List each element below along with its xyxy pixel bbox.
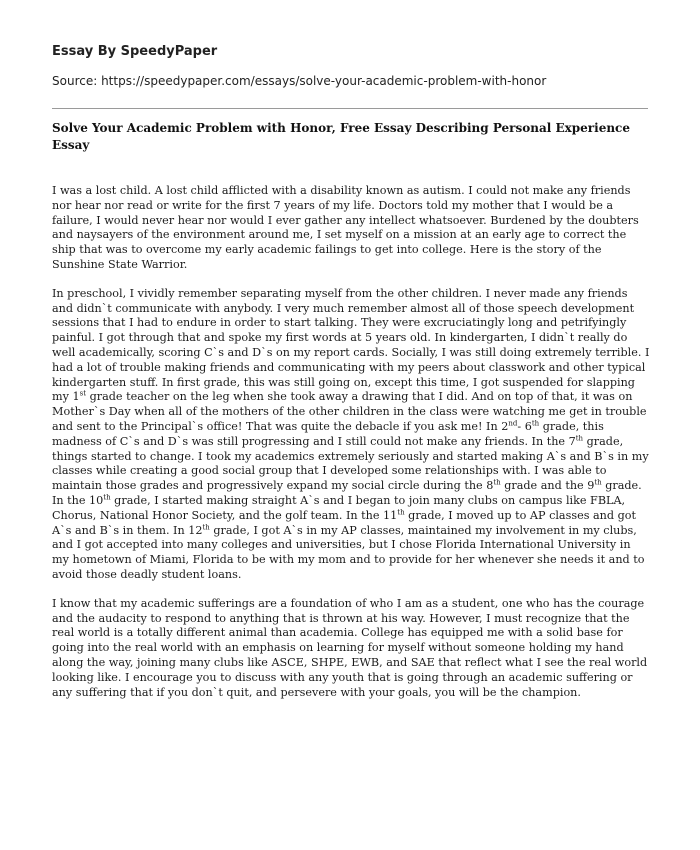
header-divider [52,108,648,109]
superscript: th [103,493,111,502]
source-line: Source: https://speedypaper.com/essays/solve-your-academic-problem-with-honor [52,74,547,88]
essay-title: Solve Your Academic Problem with Honor, Free Essay Describing Personal Experience Essay [52,121,630,152]
superscript: th [202,522,210,531]
superscript: th [575,434,584,443]
text-run: grade, I started making straight A`s and I began to join many clubs on campus like FBLA, Chorus, National Honor Society, and the golf team. In the 11 [52,493,626,522]
text-run: - 6 [517,419,532,433]
essay-body [52,184,650,714]
text-run: grade, things started to change. I took my academics extremely seriously and started making A`s and B`s in my classes while creating a good social group that I developed some relationships with. I was able to maintain those grades and progressively expand my social circle during the 8 [52,434,649,493]
superscript: th [594,478,602,487]
text-run: grade teacher on the leg when she took away a drawing that I did. And on top of that, it was on Mother`s Day when all of the mothers of the other children in the class were watching me get in trouble and sent to the Principal`s office! That was quite the debacle if you ask me! In 2 [52,390,647,433]
superscript: th [397,508,405,516]
text-run: grade. In the 10 [52,479,642,507]
superscript: nd [508,419,518,428]
text-run: grade and the 9 [500,479,595,493]
text-run: grade, this madness of C`s and D`s was still progressing and I still could not make any friends. In the 7 [52,419,604,448]
superscript: th [531,419,540,428]
paragraph-2 [52,287,650,583]
text-run: grade, I got A`s in my AP classes, maintained my involvement in my clubs, and I got accepted into many colleges and universities, but I chose Florida International University in my hometown of Miami, Florida to be with my mom and to provide for her whenever she needs it and to avoid those deadly student loans. [52,523,645,581]
paragraph-3: I know that my academic sufferings are a foundation of who I am as a student, one who has the courage and the audacity to respond to anything that is thrown at his way. However, I must recognize that the real world is a totally different animal than academia. College has equipped me with a solid base for going into the real world with an emphasis on learning for myself without someone holding my hand along the way, joining many clubs like ASCE, SHPE, EWB, and SAE that reflect what I see the real world looking like. I encourage you to discuss with any youth that is going through an academic suffering or any suffering that if you don`t quit, and persevere with your goals, you will be the champion. [52,596,648,699]
paragraph-1: I was a lost child. A lost child afflicted with a disability known as autism. I could not make any friends nor hear nor read or write for the first 7 years of my life. Doctors told my mother that I would be a failure, I would never hear nor would I ever gather any intellect whatsoever. Burdened by the doubters and naysayers of the environment around me, I set myself on a mission at an early age to correct the ship that was to overcome my early academic failings to get into college. Here is the story of the Sunshine State Warrior. [52,184,639,271]
brand-title: Essay By SpeedyPaper [52,44,218,59]
superscript: th [493,478,501,487]
superscript: st [79,389,87,398]
text-run: In preschool, I vividly remember separating myself from the other children. I never made any friends and didn`t communicate with anybody. I very much remember almost all of those speech development sessions that I had to endure in order to start talking. They were excruciatingly long and petrifyingly painful. I got through that and spoke my first words at 5 years old. In kindergarten, I didn`t really do well academically, scoring C`s and D`s on my report cards. Socially, I was still doing extremely terrible. I had a lot of trouble making friends and communicating with my peers about classwork and other typical kindergarten stuff. In first grade, this was still going on, except this time, I got suspended for slapping my 1 [52,286,650,404]
text-run: grade, I moved up to AP classes and got A`s and B`s in them. In 12 [52,508,636,537]
